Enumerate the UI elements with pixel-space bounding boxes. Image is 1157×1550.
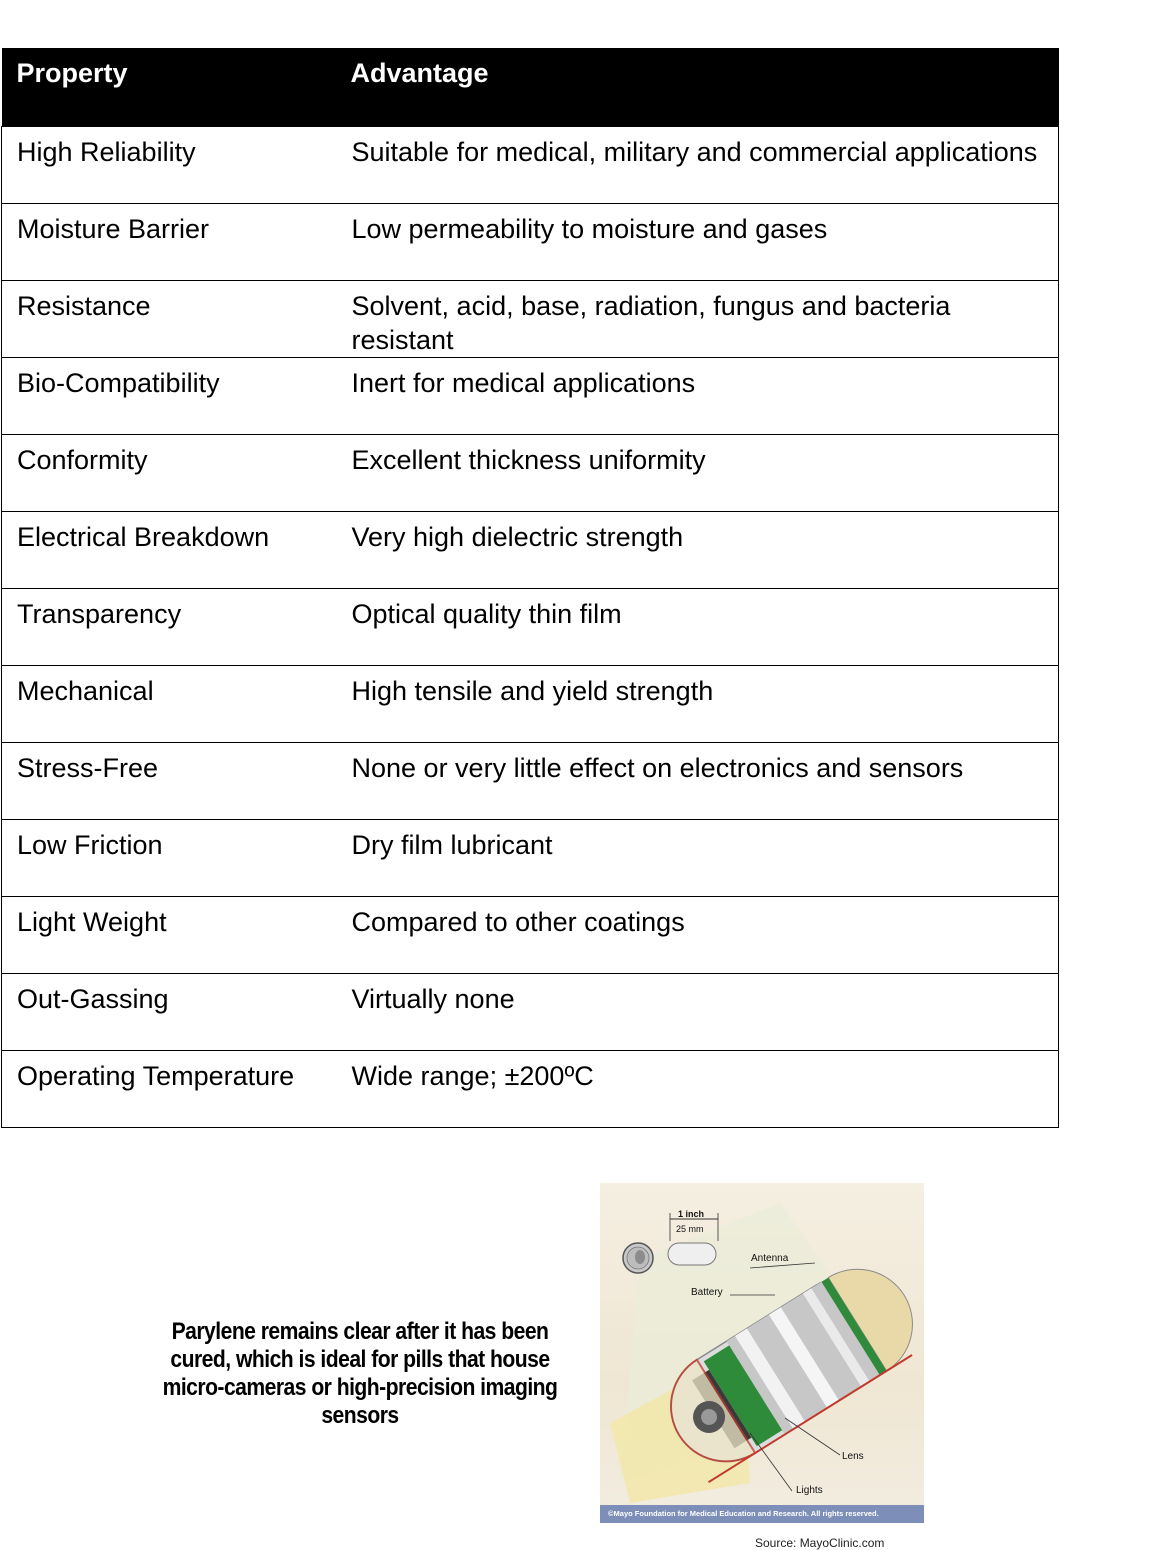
- table-row: [2, 742, 1059, 819]
- copyright-bar: ©Mayo Foundation for Medical Education and Research. All rights reserved.: [600, 1505, 924, 1523]
- advantage-cell: None or very little effect on electronics and sensors: [336, 742, 1059, 819]
- table-header-row: [2, 48, 1059, 126]
- camera-pill-illustration: [600, 1183, 924, 1523]
- property-cell: Operating Temperature: [2, 1050, 336, 1127]
- property-cell: Bio-Compatibility: [2, 357, 336, 434]
- property-cell: Moisture Barrier: [2, 203, 336, 280]
- table-row: [2, 896, 1059, 973]
- property-cell: Out-Gassing: [2, 973, 336, 1050]
- advantage-cell: Suitable for medical, military and commercial applications: [336, 126, 1059, 203]
- table-row: [2, 126, 1059, 203]
- property-cell: Light Weight: [2, 896, 336, 973]
- table-row: [2, 280, 1059, 357]
- advantage-cell: Very high dielectric strength: [336, 511, 1059, 588]
- table-row: [2, 511, 1059, 588]
- table-row: [2, 665, 1059, 742]
- advantage-cell: Low permeability to moisture and gases: [336, 203, 1059, 280]
- header-property: Property: [2, 48, 336, 126]
- lights-label: Lights: [796, 1485, 823, 1496]
- advantage-cell: Inert for medical applications: [336, 357, 1059, 434]
- property-cell: Mechanical: [2, 665, 336, 742]
- source-credit: Source: MayoClinic.com: [755, 1536, 885, 1550]
- dimension-mm-label: 25 mm: [676, 1224, 704, 1234]
- battery-label: Battery: [691, 1287, 723, 1298]
- antenna-label: Antenna: [751, 1253, 789, 1264]
- table-row: [2, 1050, 1059, 1127]
- table-row: [2, 973, 1059, 1050]
- property-cell: Transparency: [2, 588, 336, 665]
- property-cell: Electrical Breakdown: [2, 511, 336, 588]
- camera-pill-diagram: [600, 1183, 924, 1523]
- lens-label: Lens: [842, 1451, 864, 1462]
- advantage-cell: High tensile and yield strength: [336, 665, 1059, 742]
- advantage-cell: Dry film lubricant: [336, 819, 1059, 896]
- table-row: [2, 434, 1059, 511]
- table-row: [2, 819, 1059, 896]
- table-row: [2, 203, 1059, 280]
- property-cell: Stress-Free: [2, 742, 336, 819]
- property-cell: Conformity: [2, 434, 336, 511]
- coin-icon: [623, 1243, 653, 1273]
- property-cell: High Reliability: [2, 126, 336, 203]
- dimension-inch-label: 1 inch: [678, 1209, 705, 1219]
- property-cell: Resistance: [2, 280, 336, 357]
- advantage-cell: Compared to other coatings: [336, 896, 1059, 973]
- advantage-cell: Excellent thickness uniformity: [336, 434, 1059, 511]
- property-cell: Low Friction: [2, 819, 336, 896]
- advantage-cell: Virtually none: [336, 973, 1059, 1050]
- header-advantage: Advantage: [336, 48, 1059, 126]
- properties-table: [1, 48, 1059, 1128]
- advantage-cell: Wide range; ±200ºC: [336, 1050, 1059, 1127]
- table-row: [2, 588, 1059, 665]
- advantage-cell: Optical quality thin film: [336, 588, 1059, 665]
- table-row: [2, 357, 1059, 434]
- advantage-cell: Solvent, acid, base, radiation, fungus and bacteria resistant: [336, 280, 1059, 357]
- figure-caption: Parylene remains clear after it has been cured, which is ideal for pills that house micro-cameras or high-precision imaging sensors: [162, 1318, 558, 1429]
